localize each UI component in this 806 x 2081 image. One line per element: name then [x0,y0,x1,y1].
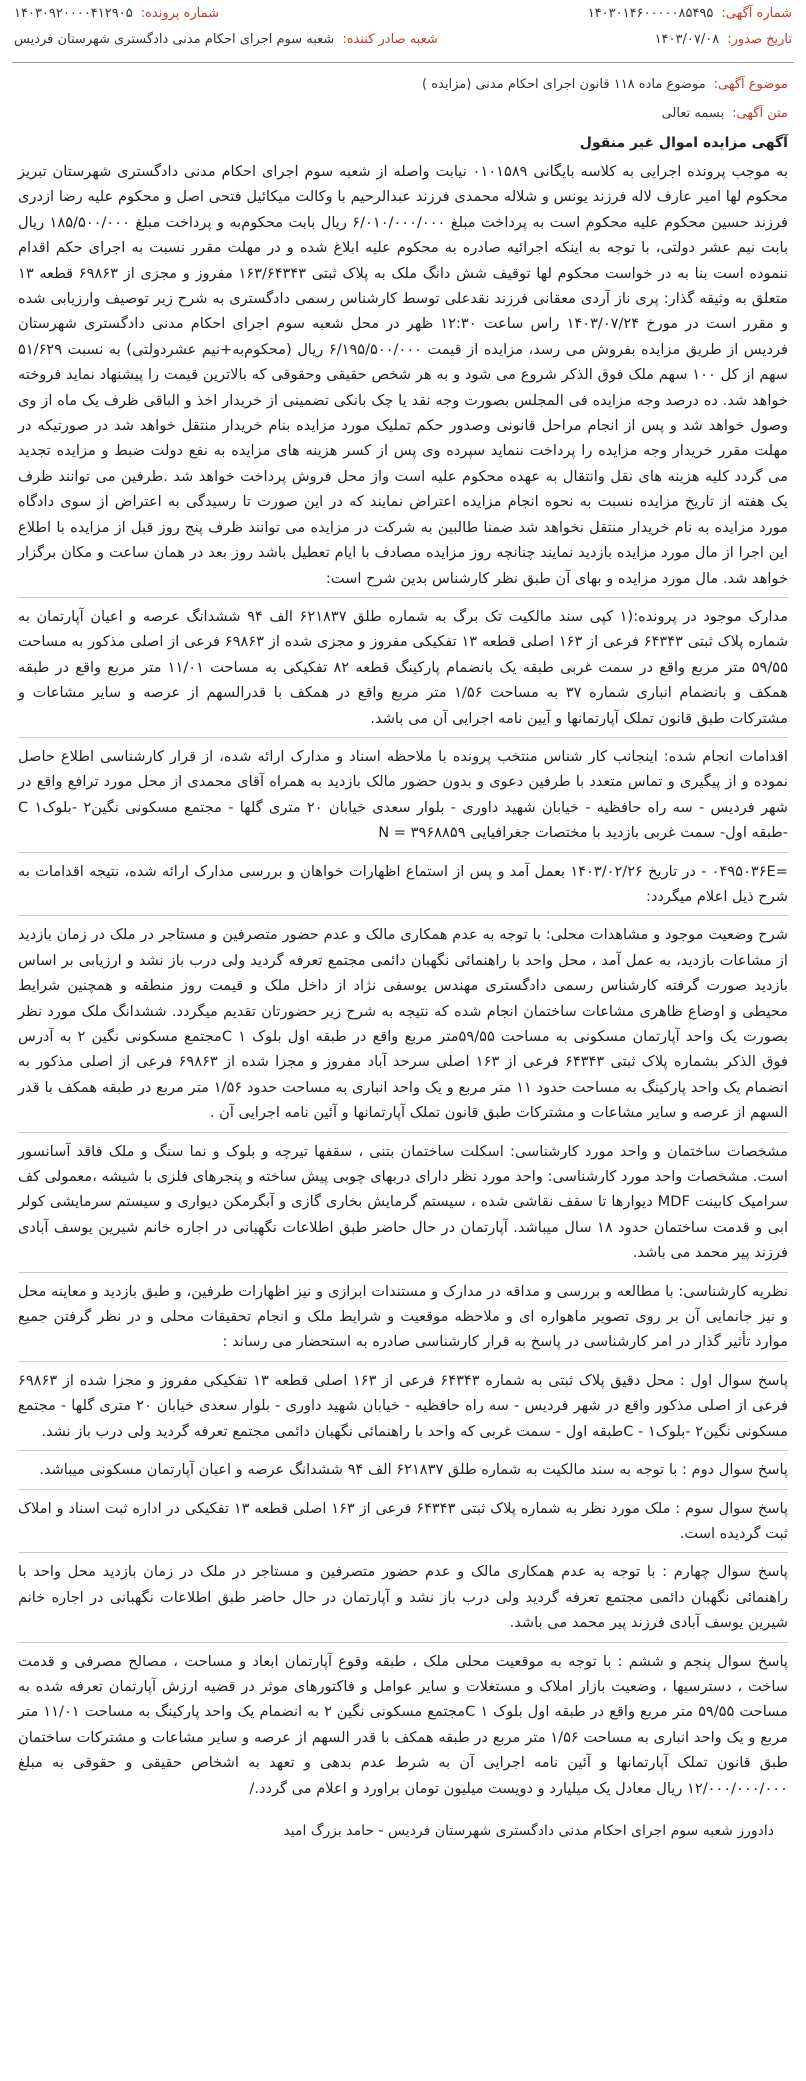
text-row [12,106,794,121]
notice-title: آگهی مزایده اموال غیر منقول [579,135,788,151]
paragraph-answer-4: پاسخ سوال چهارم : با توجه به عدم همکاری مالک و عدم حضور متصرفین و مستاجر در ملک در زمان بازدید محل واحد با راهنمائی نگهبان دائمی مجتمع تعرفه گردید ولی درب باز نشد و آپارتمان در حال حاضر طبق اطلاعات نگهبانی در اجاره خانم شیرین یوسف آبادی فرزند پیر محمد می باشد. [18,1563,788,1632]
paragraph-answer-1: پاسخ سوال اول : محل دقیق پلاک ثبتی به شماره ۶۴۳۴۳ فرعی از ۱۶۳ اصلی قطعه ۱۳ تفکیکی مفروز و مجزا شده از ۶۹۸۶۳ فرعی از اصلی مذکور واقع در شهر فردیس - سه راه حافظیه - خیابان شهید داوری - بلوار سعدی خیابان ۲۰ متری گلها - مجتمع مسکونی نگین۲ -بلوک۱ - Cطبقه اول - سمت غربی که واحد با راهنمائی نگهبان دائمی مجتمع تعرفه گردید ولی درب باز نشد. [18,1371,788,1440]
issue-date-label: تاریخ صدور: [727,32,792,47]
notice-number [588,6,792,21]
paragraph-coordinates: =۰۴۹۵۰۳۶E - در تاریخ ۱۴۰۳/۰۲/۲۶ بعمل آمد و پس از استماع اظهارات خواهان و بررسی مدارک ارائه شده، نتیجه اقدامات به شرح ذیل اعلام میگردد: [18,862,788,905]
paragraph-divider [18,1450,788,1451]
subject-label: موضوع آگهی: [713,77,788,92]
notice-number-value: ۱۴۰۳۰۱۴۶۰۰۰۰۰۸۵۴۹۵ [587,6,714,21]
letter-number [14,6,219,21]
paragraph-divider [18,852,788,853]
paragraph-divider [18,1489,788,1490]
issue-date [655,32,792,47]
paragraph-divider [18,1552,788,1553]
paragraph-documents: مدارک موجود در پرونده:(۱ کپی سند مالکیت تک برگ به شماره طلق ۶۲۱۸۳۷ الف ۹۴ ششدانگ عرصه و اعیان آپارتمان به شماره پلاک ثبتی ۶۴۳۴۳ فرعی از ۱۶۳ اصلی قطعه ۱۳ تفکیکی مفروز و مجزی شده از ۶۹۸۶۳ فرعی از اصلی مذکور به مساحت ۵۹/۵۵ متر مربع واقع در سمت غربی طبقه یک بانضمام پارکینگ قطعه ۸۲ تفکیکی به مساحت ۱۱/۰۱ متر مربع واقع در طبقه همکف و بانضمام انباری شماره ۳۷ به مساحت ۱/۵۶ متر مربع واقع در همکف با قدرالسهم از عرصه و سایر مشاعات و مشترکات طبق قانون تملک آپارتمانها و آیین نامه اجرایی آن می باشد. [18,607,789,727]
notice-number-label: شماره آگهی: [721,6,792,21]
subject-value: موضوع ماده ۱۱۸ قانون اجرای احکام مدنی (مزایده ) [422,77,706,92]
text-value: بسمه تعالی [661,106,725,121]
signature: دادورز شعبه سوم اجرای احکام مدنی دادگستری شهرستان فردیس - حامد بزرگ امید [283,1822,774,1839]
paragraph-divider [18,1132,788,1133]
issue-date-value: ۱۴۰۳/۰۷/۰۸ [654,32,720,47]
paragraph-intro: به موجب پرونده اجرایی به کلاسه بایگانی ۰۱۰۱۵۸۹ نیابت واصله از شعبه سوم اجرای احکام مدنی دادگستری شهرستان تبریز محکوم لها امیر عارف لاله فرزند یونس و شلاله محمدی فرزند عبدالرحیم با وکالت میکائیل فتحی اصل و محکوم علیه رضا ازدری فرزند حسین محکوم علیه محکوم است به پرداخت مبلغ ۶/۰۱۰/۰۰۰/۰۰۰ ریال بابت محکوم‌به و پرداخت مبلغ ۱۸۵/۵۰۰/۰۰۰ ریال بابت نیم عشر دولتی، با توجه به اینکه اجرائیه صادره به محکوم علیه ابلاغ شده و در مهلت مقرر نسبت به اجرای حکم اقدام ننموده است بنا به در خواست محکوم لها توقیف شش دانگ ملک به پلاک ثبتی ۱۶۳/۶۴۳۴۳ مفروز و مجزی از ۶۹۸۶۳ قطعه ۱۳ متعلق به وثیقه گذار: پری ناز آردی معقانی فرزند نقدعلی توسط کارشناس رسمی دادگستری به شرح زیر توصیف وارزیابی شده و مقرر است در مورخ ۱۴۰۳/۰۷/۲۴ راس ساعت ۱۲:۳۰ ظهر در محل شعبه سوم اجرای احکام مدنی دادگستری شهرستان فردیس از طریق مزایده بفروش می رسد، مزایده از قیمت ۶/۱۹۵/۵۰۰/۰۰۰ ریال (محکوم‌به+نیم عشردولتی) به نسبت ۵۱/۶۲۹ سهم از کل ۱۰۰ سهم ملک فوق الذکر شروع می شود و به هر شخص حقیقی وحقوقی که بالاترین قیمت را پیشنهاد نماید فروخته خواهد شد. ده درصد وجه مزایده فی المجلس بصورت وجه نقد یا چک بانکی تضمینی از خریدار اخذ و الباقی ظرف یک ماه از وی وصول خواهد شد و پس از انجام مراحل قانونی وصدور حکم تملیک مورد مزایده بنام خریدار منتقل خواهد شد در صورتیکه در مهلت مقرر خریدار وجه مزایده را پرداخت ننماید سپرده وی پس از کسر هزینه های مزایده به نفع دولت ضبط و مزایده تجدید می گردد کلیه هزینه های نقل وانتقال به عهده محکوم علیه است واز محل فروش پرداخت خواهد شد .طرفین می توانند ظرف یک هفته از تاریخ مزایده نسبت به نحوه انجام مزایده اعتراض نمایند که در این صورت تا رسیدگی به اعتراض از سوی دادگاه مورد مزایده به نام خریدار منتقل نخواهد شد ضمنا طالبین به شرکت در مزایده می توانند ظرف پنج روز قبل از مزایده با اطلاع این اجرا از مال مورد مزایده بازدید نمایند چنانچه روز مزایده مصادف با ایام تعطیل باشد روز بعد در همان ساعت و مکان برگزار خواهد شد. مال مورد مزایده و بهای آن طبق نظر کارشناس بدین شرح است: [18,163,789,587]
issuer-label: شعبه صادر کننده: [342,32,438,47]
header-divider [12,62,794,63]
paragraph-divider [18,1642,788,1643]
paragraph-divider [18,737,788,738]
paragraph-divider [18,1361,788,1362]
issuer-value: شعبه سوم اجرای احکام مدنی دادگستری شهرستان فردیس [14,32,335,47]
subject-row [12,77,794,92]
notice-body [12,159,794,1801]
paragraph-answer-3: پاسخ سوال سوم : ملک مورد نظر به شماره پلاک ثبتی ۶۴۳۴۳ فرعی از ۱۶۳ اصلی قطعه ۱۳ تفکیکی در اداره ثبت اسناد و املاک ثبت گردیده است. [18,1499,789,1542]
paragraph-actions: اقدامات انجام شده: اینجانب کار شناس منتخب پرونده با ملاحظه اسناد و مدارک ارائه شده، از قرار کارشناسی اطلاع حاصل نموده و از پیگیری و تماس متعدد با طرفین دعوی و بدون حضور مالک بازدید به همراه آقای محمدی از محل مورد ترافع واقع در شهر فردیس - سه راه حافظیه - خیابان شهید داوری - بلوار سعدی خیابان ۲۰ متری گلها - مجتمع مسکونی نگین۲ -بلوک۱ C -طبقه اول- سمت غربی بازدید با مختصات جغرافیایی N = ۳۹۶۸۸۵۹ [18,747,789,842]
paragraph-divider [18,597,788,598]
paragraph-answer-2: پاسخ سوال دوم : با توجه به سند مالکیت به شماره طلق ۶۲۱۸۳۷ الف ۹۴ ششدانگ عرصه و اعیان آپارتمان مسکونی میباشد. [39,1461,788,1479]
letter-number-label: شماره پرونده: [140,6,219,21]
paragraph-answer-5-6: پاسخ سوال پنجم و ششم : با توجه به موقعیت محلی ملک ، طبقه وقوع آپارتمان ابعاد و مساحت ، مصالح مصرفی و قدمت ساخت ، دسترسیها ، وضعیت بازار املاک و مستغلات و سایر عوامل و فاکتورهای موثر در قضیه ارزش آپارتمان تعرفه شده به مساحت ۵۹/۵۵ متر مربع واقع در طبقه اول بلوک ۱ Cمجتمع مسکونی نگین ۲ به انضمام یک واحد پارکینگ به مساحت ۱۱/۰۱ متر مربع و یک واحد انباری به مساحت ۱/۵۶ متر مربع در طبقه همکف با قدر السهم از عرصه و سایر مشاعات و مشترکات ساختمان طبق قانون تملک آپارتمانها و آئین نامه اجرایی آن به شرط عدم بدهی و تعهد به اشخاص حقیقی و حقوقی به مبلغ ۱۲/۰۰۰/۰۰۰/۰۰۰ ریال معادل یک میلیارد و دویست میلیون تومان براورد و اعلام می گردد./ [18,1652,788,1797]
paragraph-divider [18,1272,788,1273]
paragraph-expert-opinion: نظریه کارشناسی: با مطالعه و بررسی و مداقه در مدارک و مستندات ابرازی و نیز اظهارات طرفین، و طبق بازدید و معاینه محل و نیز جانمایی آن بر روی تصویر ماهواره ای و ملاحظه موقعیت و شرایط ملک و انجام تحقیقات محلی و در نظر گرفتن جمیع موارد تأثیر گذار در امر کارشناسی در پاسخ به قرار کارشناسی صادره به استحضار می رساند : [18,1282,788,1351]
letter-number-value: ۱۴۰۳۰۹۲۰۰۰۰۴۱۲۹۰۵ [14,6,133,21]
text-label: متن آگهی: [732,106,788,121]
header-row-2 [12,32,794,54]
header-row-1 [12,6,794,28]
paragraph-observations: شرح وضعیت موجود و مشاهدات محلی: با توجه به عدم همکاری مالک و عدم حضور متصرفین و مستاجر در ملک در زمان بازدید از مشاعات بازدید، به عمل آمد ، محل واحد با راهنمائی نگهبان دائمی مجتمع تعرفه گردید ولی درب باز نشد و ارزیابی بر اساس بازدید صورت گرفته کارشناس رسمی دادگستری مهندس یوسفی نژاد از داخل ملک و قیمت روز منطقه و همچنین شرایط محیطی و اوضاع ظاهری مشاعات ساختمان انجام شده که نتیجه به شرح زیر حضورتان تقدیم میگردد. ششدانگ ملک مورد نظر بصورت یک واحد آپارتمان مسکونی به مساحت ۵۹/۵۵متر مربع واقع در طبقه اول بلوک ۱ Cمجتمع مسکونی نگین ۲ به آدرس فوق الذکر بشماره پلاک ثبتی ۶۴۳۴۳ فرعی از ۱۶۳ اصلی سرحد آباد مفروز و مجزا شده از ۶۹۸۶۳ فرعی از اصلی مذکور به انضمام یک واحد پارکینگ به مساحت حدود ۱۱ متر مربع و یک واحد انباری به مساحت حدود ۱/۵۶ متر مربع در طبقه همکف با قدر السهم از عرصه و سایر مشاعات و مشترکات طبق قانون تملک آپارتمانها و آئین نامه اجرایی آن . [18,926,788,1122]
paragraph-divider [18,915,788,916]
paragraph-building-specs: مشخصات ساختمان و واحد مورد کارشناسی: اسکلت ساختمان بتنی ، سقفها تیرچه و بلوک و نما سنگ و ملک فاقد آسانسور است. مشخصات واحد مورد کارشناسی: واحد مورد نظر دارای دربهای چوبی پیش ساخته و پنجرهای فلزی با شیشه ،معمولی کف سرامیک کابینت MDF دیوارها تا سقف نقاشی شده ، سیستم گرمایش بخاری گازی و آبگرمکن دیواری و سیستم سرمایشی کولر ابی و قدمت ساختمان حدود ۱۸ سال میباشد. آپارتمان در حال حاضر طبق اطلاعات نگهبانی در اجاره خانم شیرین یوسف آبادی فرزند پیر محمد می باشد. [18,1142,789,1262]
issuer [14,32,438,47]
